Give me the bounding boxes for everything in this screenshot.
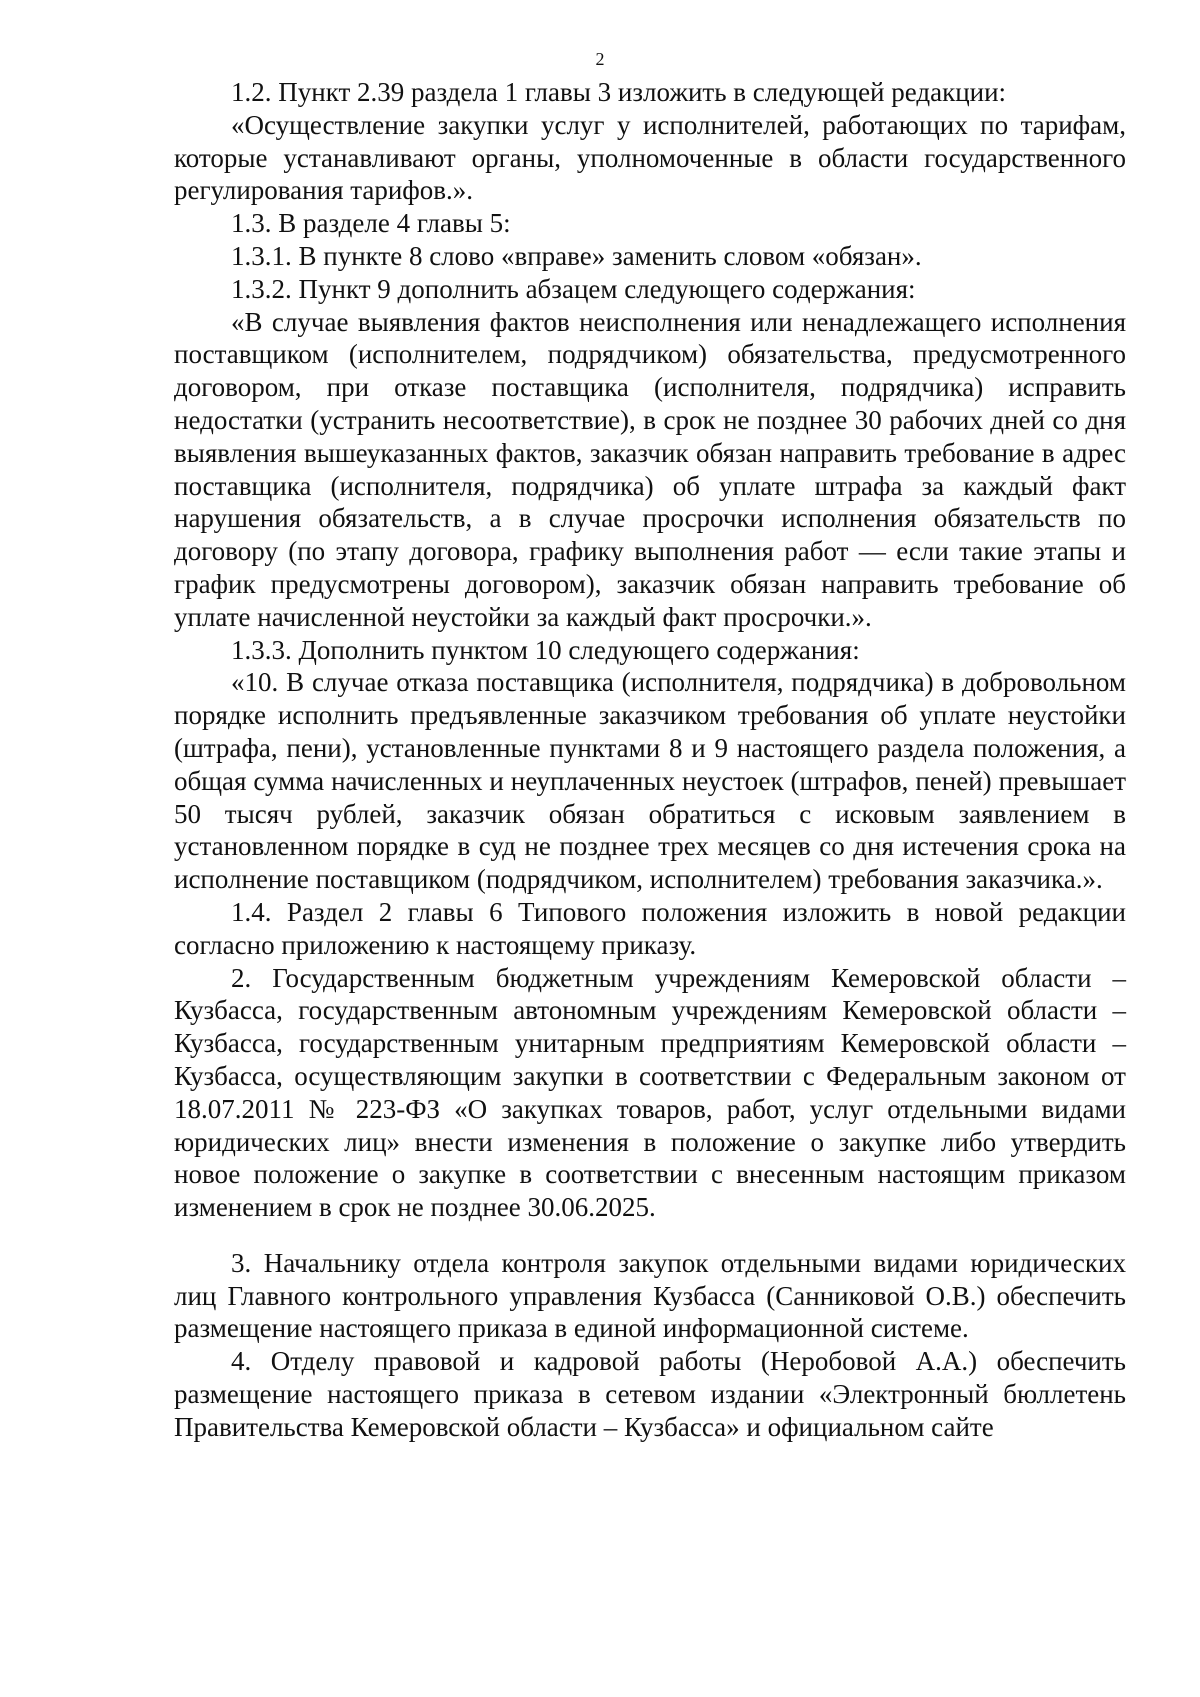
paragraph-1-3-1: 1.3.1. В пункте 8 слово «вправе» заменить словом «обязан». <box>231 240 922 271</box>
paragraph-1-4: 1.4. Раздел 2 главы 6 Типового положения изложить в новой редакции согласно приложению к настоящему приказу. <box>174 896 1126 960</box>
paragraph-quote-point-9: «В случае выявления фактов неисполнения или ненадлежащего исполнения поставщиком (исполнителем, подрядчиком) обязательства, предусмотренного договором, при отказе поставщика (исполнителя, подрядчика) исправить недостатки (устранить несоответствие), в срок не позднее 30 рабочих дней со дня выявления вышеуказанных фактов, заказчик обязан направить требование в адрес поставщика (исполнителя, подрядчика) об уплате штрафа за каждый факт нарушения обязательств, а в случае просрочки исполнения обязательств по договору (по этапу договора, графику выполнения работ — если такие этапы и график предусмотрены договором), заказчик обязан направить требование об уплате начисленной неустойки за каждый факт просрочки.». <box>174 306 1126 632</box>
paragraph-1-3-3: 1.3.3. Дополнить пунктом 10 следующего содержания: <box>231 634 860 665</box>
paragraph-4: 4. Отделу правовой и кадровой работы (Неробовой А.А.) обеспечить размещение настоящего приказа в сетевом издании «Электронный бюллетень Правительства Кемеровской области – Кузбасса» и официальном сайте <box>174 1346 1126 1442</box>
paragraph-quote-2-39: «Осуществление закупки услуг у исполнителей, работающих по тарифам, которые устанавливают органы, уполномоченные в области государственного регулирования тарифов.». <box>174 109 1126 206</box>
paragraph-quote-point-10: «10. В случае отказа поставщика (исполнителя, подрядчика) в добровольном порядке исполнить предъявленные заказчиком требования об уплате неустойки (штрафа, пени), установленные пунктами 8 и 9 настоящего раздела положения, а общая сумма начисленных и неуплаченных неустоек (штрафов, пеней) превышает 50 тысяч рублей, заказчик обязан обратиться с исковым заявлением в установленном порядке в суд не позднее трех месяцев со дня истечения срока на исполнение поставщиком (подрядчиком, исполнителем) требования заказчика.». <box>174 667 1126 895</box>
paragraph-2: 2. Государственным бюджетным учреждениям Кемеровской области – Кузбасса, государственным автономным учреждениям Кемеровской области – Кузбасса, государственным унитарным предприятиям Кемеровской области – Кузбасса, осуществляющим закупки в соответствии с Федеральным законом от 18.07.2011 № 223-ФЗ «О закупках товаров, работ, услуг отдельными видами юридических лиц» внести изменения в положение о закупке либо утвердить новое положение о закупке в соответствии с внесенным настоящим приказом изменением в срок не позднее 30.06.2025. <box>174 962 1126 1223</box>
paragraph-3: 3. Начальнику отдела контроля закупок отдельными видами юридических лиц Главного контрольного управления Кузбасса (Санниковой О.В.) обеспечить размещение настоящего приказа в единой информационной системе. <box>174 1247 1126 1344</box>
paragraph-1-3: 1.3. В разделе 4 главы 5: <box>231 208 511 239</box>
paragraph-1-2: 1.2. Пункт 2.39 раздела 1 главы 3 изложить в следующей редакции: <box>231 77 1007 107</box>
page-number: 2 <box>595 49 605 69</box>
paragraph-1-3-2: 1.3.2. Пункт 9 дополнить абзацем следующего содержания: <box>231 273 916 304</box>
document-body <box>174 76 1126 1444</box>
